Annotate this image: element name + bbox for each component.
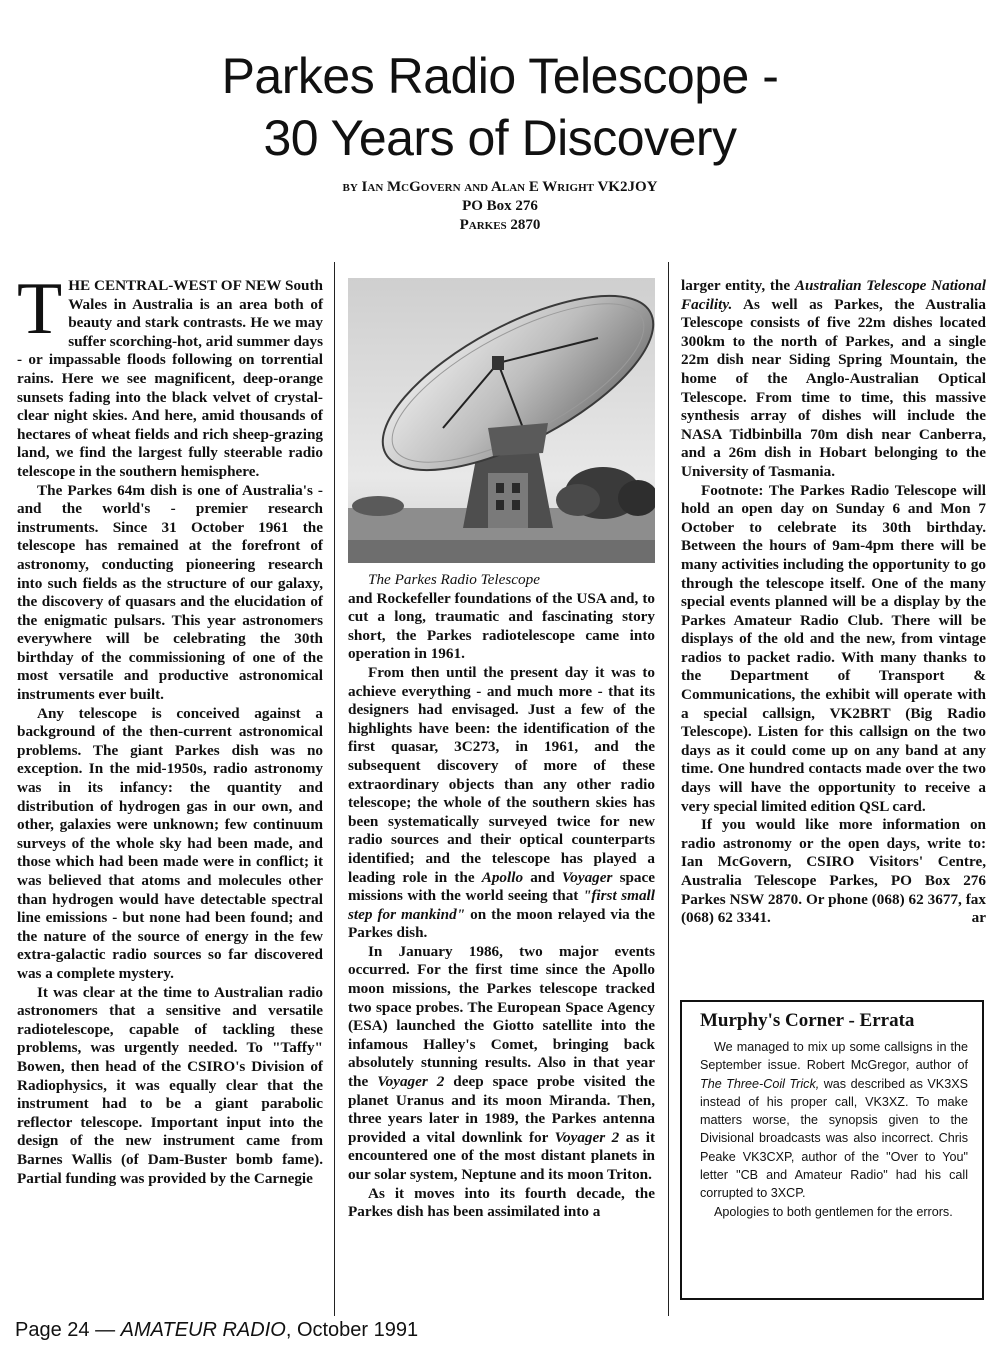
quote-italic: "first small step for mankind" bbox=[348, 887, 656, 923]
voyager-italic: Voyager bbox=[561, 868, 613, 886]
paragraph bbox=[681, 277, 986, 482]
title-line-1: Parkes Radio Telescope - bbox=[221, 48, 779, 104]
paragraph: As it moves into its fourth decade, the Parkes dish has been assimilated into a bbox=[348, 1184, 655, 1221]
errata-paragraph bbox=[700, 1038, 968, 1203]
errata-title: Murphy's Corner - Errata bbox=[700, 1010, 915, 1031]
text-run: on the moon relayed via the Parkes dish. bbox=[348, 905, 655, 942]
footer-magazine: AMATEUR RADIO bbox=[120, 1319, 286, 1341]
paragraph bbox=[348, 664, 655, 943]
end-sign: ar bbox=[971, 909, 986, 927]
photo-caption: The Parkes Radio Telescope bbox=[368, 571, 540, 588]
errata-paragraph: Apologies to both gentlemen for the errors. bbox=[714, 1204, 953, 1219]
paragraph: Footnote: The Parkes Radio Telescope will hold an open day on Sunday 6 and Mon 7 October to celebrate its 30th birthday. Between the hours of 9am-4pm there will be many activities including the opportunity to go through the telescope itself. One of the many special events planned will be a display by the Parkes Amateur Radio Club. There will be displays of the old and the new, from vintage radios to packet radio. With many thanks to the Department of Transport & Communications, the exhibit will operate with a special callsign, VK2BRT (Big Radio Telescope). Listen for this callsign on the two days as it could come up on any band at any time. One hundred contacts made over the two days will have the opportunity to receive a very special limited edition QSL card. bbox=[681, 481, 986, 815]
column-1 bbox=[17, 268, 323, 1188]
drop-cap: T bbox=[17, 268, 63, 350]
title-line-2: 30 Years of Discovery bbox=[263, 110, 737, 166]
book-title-italic: The Three-Coil Trick, bbox=[700, 1076, 820, 1091]
text-run: deep space probe visited the planet Uranus and its moon Miranda. Then, three years later in 1989, the Parkes antenna provided a vital downlink for bbox=[348, 1073, 655, 1146]
byline-address-1: PO Box 276 bbox=[462, 198, 538, 214]
page-footer bbox=[15, 1317, 418, 1343]
text-run: We managed to mix up some callsigns in the September issue. Robert McGregor, author of bbox=[700, 1040, 968, 1073]
telescope-photo bbox=[348, 278, 655, 563]
paragraph: Any telescope is conceived against a background of the then-current astronomical problems. The giant Parkes dish was no exception. In the mid-1950s, radio astronomy was in its infancy: the quantity and distribution of hydrogen gas in our own, and other, galaxies were unknown; few continuum surveys of the whole sky had been made, and those which had been made were in conflict; it was believed that atoms and molecules other than hydrogen would have detectable spectral line emissions - but none had been found; and the nature of the source of energy in the few extra-galactic radio sources so far discovered was a complete mystery. bbox=[17, 704, 323, 982]
voyager2-italic: Voyager 2 bbox=[554, 1128, 620, 1146]
paragraph bbox=[681, 816, 986, 928]
article-title bbox=[0, 45, 1000, 169]
byline-by: by bbox=[342, 179, 358, 195]
column-divider-2 bbox=[668, 262, 669, 1316]
byline bbox=[0, 178, 1000, 235]
text-run: From then until the present day it was to achieve everything - and much more - that its designers had envisaged. Just a few of the highlights have been: the identification of the first quasar, 3C273, in 1961, and the subsequent discovery of more of these extraordinary objects than any other radio telescope; the whole of the southern skies has been systematically surveyed twice for new radio sources and their optical counterparts identified; and the telescope has played a leading role in the bbox=[348, 663, 655, 886]
text-run: If you would like more information on radio astronomy or the open days, write to: Ian McGovern, CSIRO Visitors' Centre, Australia Telescope Parkes, PO Box 276 Parkes NSW 2870. Or phone (068) 62 3677, fax (068) 62 3341. bbox=[681, 816, 986, 927]
paragraph: It was clear at the time to Australian radio astronomers that a sensitive and versatile radiotelescope, capable of tackling these problems, was urgently needed. To "Taffy" Bowen, then head of the CSIRO's Division of Radiophysics, it was equally clear that the instrument had to be a giant parabolic reflector telescope. Important input into the design of the new instrument came from Barnes Wallis (of Dam-Buster bomb fame). Partial funding was provided by the Carnegie bbox=[17, 983, 323, 1187]
text-run: was described as VK3XS instead of his proper call, VK3XZ. To make matters worse, the synopsis given to the Divisional broadcasts was also incorrect. Chris Peake VK3CXP, author of the "Over to You" letter "CB and Amateur Radio" had his call corrupted to 3XCP. bbox=[700, 1076, 968, 1201]
text-run: In January 1986, two major events occurred. For the first time since the Apollo moon missions, the Parkes telescope tracked two space probes. The European Space Agency (ESA) launched the Giotto satellite into the infamous Halley's Comet, bringing back absolutely stunning results. Also in that year the bbox=[348, 942, 655, 1091]
paragraph-text: HE CENTRAL-WEST OF NEW South Wales in Australia is an area both of beauty and stark contrasts. He we may suffer scorching-hot, arid summer days - or impassable floods following on torrential rains. Here we see magnificent, deep-orange sunsets fading into the black velvet of crystal-clear night skies. And here, amid thousands of hectares of wheat fields and rich sheep-grazing land, we find the largest fully steerable radio telescope in the southern hemisphere. bbox=[17, 277, 323, 480]
text-run: As well as Parkes, the Australia Telescope consists of five 22m dishes located 300km to the north of Parkes, and a single 22m dish near Siding Spring Mountain, the home of the Anglo-Australian Optical Telescope. From time to time, this massive synthesis array of dishes will include the NASA Tidbinbilla 70m dish near Canberra, and a 26m dish in Hobart belonging to the University of Tasmania. bbox=[681, 295, 986, 480]
footer-date: , October 1991 bbox=[285, 1319, 419, 1341]
apollo-italic: Apollo bbox=[481, 868, 524, 886]
atnf-italic: Australian Telescope National Facility. bbox=[681, 277, 986, 313]
paragraph: The Parkes 64m dish is one of Australia's - and the world's - premier research instruments. Since 31 October 1961 the telescope has remained at the forefront of astronomy, conducting pioneering research into such fields as the structure of our galaxy, the discovery of quasars and the elucidation of the enigmatic pulsars. This year astronomers everywhere will be celebrating the 30th birthday of the commissioning of one of the most versatile and productive astronomical instruments ever built. bbox=[17, 481, 323, 704]
footer-page: Page 24 — bbox=[15, 1319, 121, 1341]
paragraph bbox=[348, 943, 655, 1185]
byline-names: Ian McGovern and Alan E Wright VK2JOY bbox=[361, 179, 658, 195]
text-run: as it encountered one of the most distant planets in our solar system, Neptune and its moon Triton. bbox=[348, 1128, 656, 1183]
errata-box bbox=[680, 1000, 984, 1300]
text-run: larger entity, the bbox=[681, 277, 795, 294]
paragraph: and Rockefeller foundations of the USA and, to cut a long, traumatic and fascinating story short, the Parkes radiotelescope came into operation in 1961. bbox=[348, 589, 655, 663]
byline-authors bbox=[0, 178, 1000, 197]
text-run: and bbox=[523, 868, 562, 886]
paragraph bbox=[17, 268, 323, 482]
text-run: space missions with the world seeing that bbox=[348, 868, 655, 905]
column-divider-1 bbox=[334, 262, 335, 1316]
column-3 bbox=[681, 277, 986, 928]
voyager2-italic: Voyager 2 bbox=[377, 1073, 445, 1091]
column-2 bbox=[348, 278, 655, 1222]
byline-address-2: Parkes 2870 bbox=[459, 217, 541, 233]
